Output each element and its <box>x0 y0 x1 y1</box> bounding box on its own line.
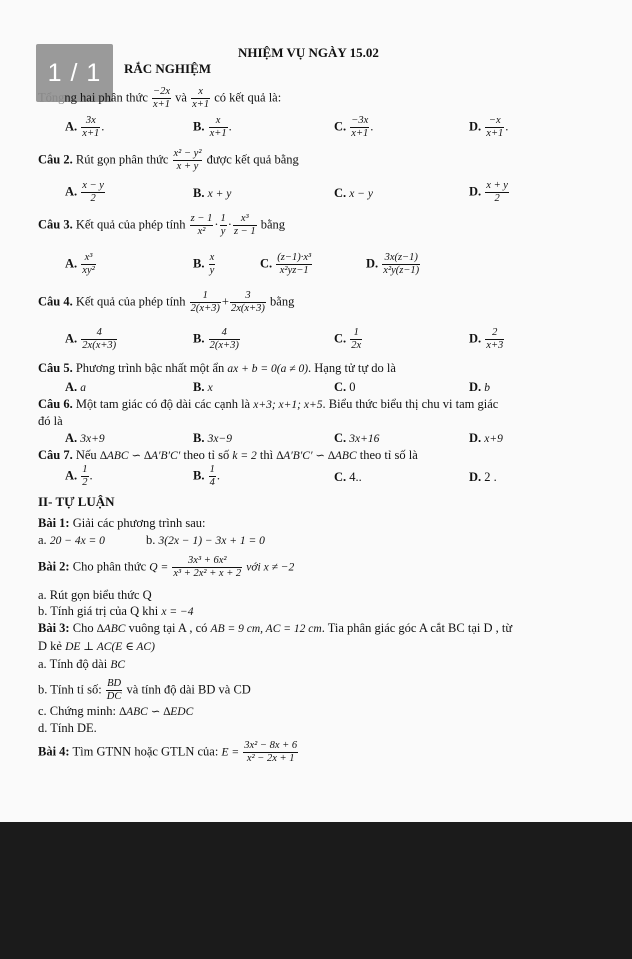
exercise-3-line2: D kẻ DE ⊥ AC(E ∈ AC) <box>38 639 155 653</box>
exercise-3-c: c. Chứng minh: ∆ABC ∽ ∆EDC <box>38 704 194 718</box>
dark-background <box>0 822 632 959</box>
exercise-3-a: a. Tính độ dài BC <box>38 657 126 671</box>
q3-option-d: D. $\frac{3x(z-1)}{\text{x²y(z−1)}}$ <box>366 252 420 276</box>
q6-option-b: B. 3x−9 <box>193 431 232 445</box>
question-1: Tổngng hai phân thức $\frac{-2x}{x+1}$ và $\frac{x}{x+1}$ có kết quả là: <box>38 86 282 110</box>
q5-option-a: A. a <box>65 380 87 394</box>
q5-option-b: B. x <box>193 380 213 394</box>
q7-option-d: D. 2 . <box>469 470 497 484</box>
document-title: NHIỆM VỤ NGÀY 15.02 <box>238 45 379 60</box>
exercise-1: Bài 1: Giải các phương trình sau: <box>38 516 206 530</box>
q3-option-b: B. $\frac{x}{y}$ <box>193 252 215 276</box>
q6-option-d: D. x+9 <box>469 431 503 445</box>
exercise-3-d: d. Tính DE. <box>38 721 97 735</box>
exercise-4: Bài 4: Tìm GTNN hoặc GTLN của: E = $\frac{\text{3x² − 8x + 6}}{\text{x² − 2x + 1}}$ <box>38 740 298 764</box>
q1-option-d: D. $\frac{-x}{x+1}$ . <box>469 115 509 139</box>
section-heading-essay: II- TỰ LUẬN <box>38 494 115 509</box>
q4-option-a: A. $\frac{4}{2x(x+3)}$ <box>65 327 117 351</box>
q6-option-c: C. 3x+16 <box>334 431 380 445</box>
exercise-1-a: a. 20 − 4x = 0 <box>38 533 105 547</box>
page-counter-badge: 1 / 1 <box>36 44 113 102</box>
exercise-2: Bài 2: Cho phân thức Q = $\frac{\text{3x³ + 6x²}}{\text{x³ + 2x² + x + 2}}$ với x ≠ −2 <box>38 555 295 579</box>
q3-option-c: C. $\frac{\text{(z−1)·x³}}{\text{x²yz−1}}$ <box>260 252 312 276</box>
q7-option-b: B. $\frac{1}{4}$ . <box>193 464 220 488</box>
q5-option-d: D. b <box>469 380 491 394</box>
exercise-2-b: b. Tính giá trị của Q khi x = −4 <box>38 604 194 618</box>
exercise-2-a: a. Rút gọn biểu thức Q <box>38 588 152 602</box>
q7-option-c: C. 4.. <box>334 470 362 484</box>
q4-option-b: B. $\frac{4}{2(x+3)}$ <box>193 327 239 351</box>
q6-option-a: A. 3x+9 <box>65 431 105 445</box>
q4-option-d: D. $\frac{2}{x+3}$ <box>469 327 504 351</box>
exercise-1-b: b. 3(2x − 1) − 3x + 1 = 0 <box>146 533 265 547</box>
q2-option-b: B. x + y <box>193 186 232 200</box>
question-4: Câu 4. Kết quả của phép tính $\frac{1}{2(x+3)}$ + $\frac{3}{2x(x+3)}$ bằng <box>38 290 295 314</box>
q2-option-a: A. $\frac{x - y}{2}$ <box>65 180 104 204</box>
q1-option-a: A. $\frac{3x}{x+1}$ . <box>65 115 105 139</box>
question-6: Câu 6. Một tam giác có độ dài các cạnh là x+3; x+1; x+5. Biểu thức biểu thị chu vi tam giác <box>38 397 499 411</box>
q4-option-c: C. $\frac{1}{2x}$ <box>334 327 362 351</box>
q3-option-a: A. $\frac{\text{x³}}{\text{xy²}}$ <box>65 252 95 276</box>
q1-faded-text: Tổng <box>38 90 65 105</box>
question-2: Câu 2. Rút gọn phân thức $\frac{\text{x² − y²}}{x + y}$ được kết quả bằng <box>38 148 299 172</box>
q1-option-b: B. $\frac{x}{x+1}$ . <box>193 115 232 139</box>
section-heading-multiple-choice: RẮC NGHIỆM <box>124 61 212 76</box>
question-5: Câu 5. Phương trình bậc nhất một ẩn ax + b = 0(a ≠ 0). Hạng tử tự do là <box>38 361 396 375</box>
q2-option-c: C. x − y <box>334 186 373 200</box>
q7-option-a: A. $\frac{1}{2}$ . <box>65 464 93 488</box>
question-7: Câu 7. Nếu ∆ABC ∽ ∆A′B′C′ theo tỉ số k = 2 thì ∆A′B′C′ ∽ ∆ABC theo tỉ số là <box>38 448 418 462</box>
question-3: Câu 3. Kết quả của phép tính $\frac{z - 1}{\text{x²}}$ · $\frac{1}{y}$ · $\frac{\text{x³}}{z - 1}$ bằng <box>38 213 286 237</box>
exercise-3: Bài 3: Cho ∆ABC vuông tại A , có AB = 9 cm, AC = 12 cm. Tia phân giác góc A cắt BC tại D , từ <box>38 621 513 635</box>
question-6-line2: đó là <box>38 414 63 428</box>
q2-option-d: D. $\frac{x + y}{2}$ <box>469 180 508 204</box>
q5-option-c: C. 0 <box>334 380 356 394</box>
q1-option-c: C. $\frac{-3x}{x+1}$ . <box>334 115 374 139</box>
exercise-3-b: b. Tính tỉ số: $\frac{BD}{DC}$ và tính độ dài BD và CD <box>38 678 251 702</box>
